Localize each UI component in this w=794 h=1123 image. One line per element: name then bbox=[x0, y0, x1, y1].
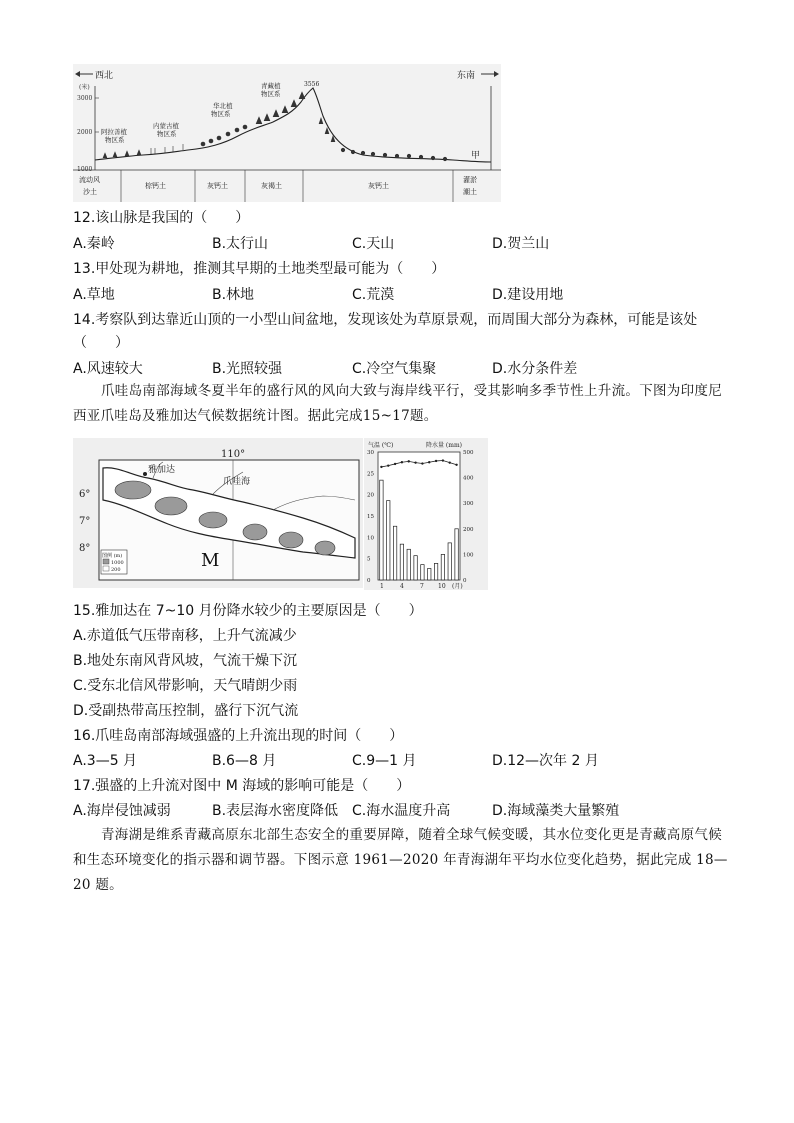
q17-option-c[interactable]: C.海水温度升高 bbox=[352, 803, 451, 819]
precip-bar-12 bbox=[455, 529, 458, 580]
q14-stem: 14.考察队到达靠近山顶的一小型山间盆地，发现该处为草原景观，而周围大部分为森林，可能是该处 bbox=[73, 312, 698, 328]
soil-4: 灰褐土 bbox=[261, 182, 282, 190]
intro-java: 爪哇岛南部海域冬夏半年的盛行风的风向大致与海岸线平行，受其影响多季节性上升流。下图为印度尼西亚爪哇岛及雅加达气候数据统计图。据此完成15~17题。 bbox=[73, 383, 722, 424]
precip-bar-4 bbox=[400, 544, 403, 580]
temp-point-4 bbox=[401, 461, 403, 463]
dir-northwest: 西北 bbox=[95, 71, 114, 81]
month-tick-4: 4 bbox=[400, 583, 404, 590]
q15-option-d[interactable]: D.受副热带高压控制，盛行下沉气流 bbox=[73, 703, 299, 719]
temp-point-2 bbox=[387, 464, 389, 466]
soil-6: 灌淤潮土 bbox=[463, 176, 477, 196]
month-unit: (月) bbox=[452, 583, 463, 590]
precip-axis-title: 降水量 (mm) bbox=[426, 442, 462, 449]
month-tick-1: 1 bbox=[380, 583, 384, 590]
zone-alashan: 阿拉善植物区系 bbox=[101, 128, 127, 144]
temp-point-9 bbox=[435, 460, 437, 462]
q12-option-c[interactable]: C.天山 bbox=[352, 236, 395, 252]
q13-option-a[interactable]: A.草地 bbox=[73, 287, 115, 303]
temp-axis-title: 气温 (℃) bbox=[368, 442, 394, 449]
precip-bar-7 bbox=[421, 565, 424, 580]
q15-option-c[interactable]: C.受东北信风带影响，天气晴朗少雨 bbox=[73, 678, 298, 694]
precip-tick: 100 bbox=[463, 552, 474, 559]
zone-huabei: 华北植物区系 bbox=[211, 102, 233, 118]
legend-200: 200 bbox=[111, 567, 121, 573]
precip-bar-11 bbox=[448, 543, 451, 580]
java-map bbox=[73, 438, 363, 588]
q16-stem: 16.爪哇岛南部海域强盛的上升流出现的时间（ ） bbox=[73, 728, 404, 744]
lat-7: 7° bbox=[79, 516, 91, 527]
precip-bar-9 bbox=[434, 563, 437, 580]
q13-option-b[interactable]: B.林地 bbox=[212, 287, 255, 303]
q16-option-a[interactable]: A.3—5 月 bbox=[73, 753, 138, 769]
sea-java: 爪哇海 bbox=[223, 477, 251, 487]
q15-option-b[interactable]: B.地处东南风背风坡，气流干燥下沉 bbox=[73, 653, 298, 669]
temp-tick: 30 bbox=[367, 450, 374, 456]
soil-5: 灰钙土 bbox=[368, 182, 389, 190]
temp-point-12 bbox=[455, 464, 457, 466]
q13-stem: 13.甲处现为耕地，推测其早期的土地类型最可能为（ ） bbox=[73, 261, 446, 277]
precip-tick: 400 bbox=[463, 475, 474, 482]
precip-bar-10 bbox=[441, 554, 444, 580]
q17-option-b[interactable]: B.表层海水密度降低 bbox=[212, 803, 339, 819]
y-tick-3000: 3000 bbox=[77, 95, 93, 102]
legend-1000: 1000 bbox=[111, 560, 124, 566]
q16-option-b[interactable]: B.6—8 月 bbox=[212, 753, 277, 769]
precip-tick: 0 bbox=[463, 578, 467, 584]
precip-bar-6 bbox=[414, 556, 417, 580]
temp-point-1 bbox=[380, 466, 382, 468]
q17-option-a[interactable]: A.海岸侵蚀减弱 bbox=[73, 803, 171, 819]
soil-3: 灰钙土 bbox=[207, 182, 228, 190]
jakarta-climate-chart bbox=[364, 438, 488, 590]
precip-bar-5 bbox=[407, 549, 410, 580]
month-tick-7: 7 bbox=[420, 583, 424, 590]
q14-option-c[interactable]: C.冷空气集聚 bbox=[352, 361, 437, 377]
q15-stem: 15.雅加达在 7~10 月份降水较少的主要原因是（ ） bbox=[73, 603, 423, 619]
legend-title: 图例 (m) bbox=[102, 553, 123, 559]
temp-point-10 bbox=[442, 459, 444, 461]
y-tick-2000: 2000 bbox=[77, 129, 93, 136]
temp-tick: 0 bbox=[367, 578, 371, 584]
zone-neimenggu: 内蒙古植物区系 bbox=[153, 122, 179, 138]
temp-point-6 bbox=[414, 461, 416, 463]
soil-2: 棕钙土 bbox=[145, 182, 166, 190]
dir-southeast: 东南 bbox=[457, 71, 476, 81]
temp-tick: 5 bbox=[367, 556, 371, 563]
intro-qinghai-lake: 青海湖是维系青藏高原东北部生态安全的重要屏障，随着全球气候变暖，其水位变化更是青藏高原气候和生态环境变化的指示器和调节器。下图示意 1961—2020 年青海湖年平均水位变化趋势，据此完成 18—20 题。 bbox=[73, 827, 728, 893]
precip-bar-2 bbox=[387, 501, 390, 580]
q12-option-a[interactable]: A.秦岭 bbox=[73, 236, 115, 252]
mountain-profile-figure bbox=[73, 64, 501, 202]
temp-tick: 15 bbox=[367, 514, 374, 520]
peak-elevation: 3556 bbox=[304, 81, 320, 88]
q17-stem: 17.强盛的上升流对图中 M 海域的影响可能是（ ） bbox=[73, 778, 411, 794]
y-unit: (米) bbox=[79, 84, 90, 91]
month-tick-10: 10 bbox=[438, 583, 446, 590]
q14-stem-bracket: （ ） bbox=[73, 335, 129, 351]
precip-bar-8 bbox=[428, 568, 431, 580]
temp-tick: 20 bbox=[367, 492, 374, 499]
temp-tick: 10 bbox=[367, 535, 374, 542]
precip-bar-1 bbox=[380, 480, 383, 580]
q12-option-d[interactable]: D.贺兰山 bbox=[492, 236, 550, 252]
lat-6: 6° bbox=[79, 489, 91, 500]
q15-option-a[interactable]: A.赤道低气压带南移，上升气流减少 bbox=[73, 628, 297, 644]
precip-bar-3 bbox=[393, 526, 396, 580]
q16-option-d[interactable]: D.12—次年 2 月 bbox=[492, 753, 599, 769]
zone-qingzang: 青藏植物区系 bbox=[261, 82, 281, 98]
q14-option-b[interactable]: B.光照较强 bbox=[212, 361, 283, 377]
q16-option-c[interactable]: C.9—1 月 bbox=[352, 753, 417, 769]
point-jia: 甲 bbox=[471, 151, 481, 161]
q17-option-d[interactable]: D.海域藻类大量繁殖 bbox=[492, 803, 620, 819]
city-jakarta: 雅加达 bbox=[148, 465, 176, 475]
soil-1: 流动风沙土 bbox=[79, 176, 100, 196]
temp-tick: 25 bbox=[367, 471, 374, 478]
temp-point-8 bbox=[428, 461, 430, 463]
temp-point-5 bbox=[408, 460, 410, 462]
longitude-label: 110° bbox=[221, 449, 246, 460]
lat-8: 8° bbox=[79, 543, 91, 554]
q14-option-d[interactable]: D.水分条件差 bbox=[492, 361, 578, 377]
q13-option-c[interactable]: C.荒漠 bbox=[352, 287, 395, 303]
area-m: M bbox=[201, 550, 220, 571]
q12-option-b[interactable]: B.太行山 bbox=[212, 236, 269, 252]
q14-option-a[interactable]: A.风速较大 bbox=[73, 361, 143, 377]
precip-tick: 500 bbox=[463, 450, 474, 456]
temp-point-3 bbox=[394, 463, 396, 465]
temp-point-11 bbox=[449, 461, 451, 463]
q13-option-d[interactable]: D.建设用地 bbox=[492, 287, 564, 303]
q12-stem: 12.该山脉是我国的（ ） bbox=[73, 210, 250, 226]
temp-point-7 bbox=[421, 462, 423, 464]
precip-tick: 300 bbox=[463, 501, 474, 508]
precip-tick: 200 bbox=[463, 526, 474, 533]
y-tick-1000: 1000 bbox=[77, 166, 93, 173]
